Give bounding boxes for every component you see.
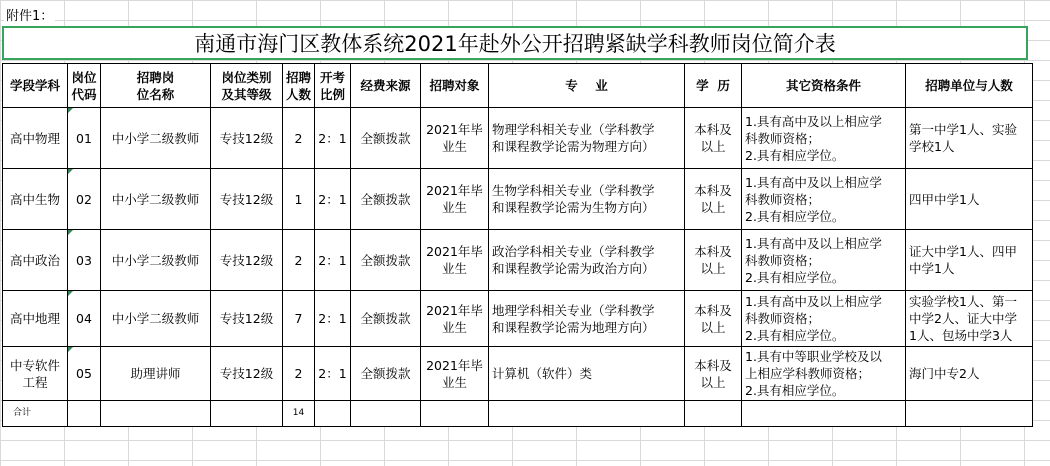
cell-ratio[interactable]: 2：1 (315, 169, 351, 230)
cell-post-type[interactable]: 专技12级 (211, 230, 283, 291)
header-ratio[interactable]: 开考 比例 (315, 64, 351, 108)
cell-post-name[interactable]: 中小学二级教师 (101, 169, 211, 230)
empty-cell[interactable] (489, 401, 685, 427)
cell-education[interactable]: 本科及 以上 (685, 291, 742, 347)
header-post-type[interactable]: 岗位类别 及其等级 (211, 64, 283, 108)
cell-target[interactable]: 2021年毕 业生 (421, 347, 489, 401)
cell-units[interactable]: 证大中学1人、四甲 中学1人 (906, 230, 1033, 291)
header-count[interactable]: 招聘 人数 (283, 64, 315, 108)
empty-cell[interactable] (742, 401, 906, 427)
cell-post-type[interactable]: 专技12级 (211, 169, 283, 230)
positions-table (2, 63, 1033, 427)
table-row (3, 230, 1033, 291)
cell-ratio[interactable]: 2：1 (315, 347, 351, 401)
empty-cell[interactable] (101, 401, 211, 427)
cell-major[interactable]: 地理学科相关专业（学科教学 和课程教学论需为地理方向） (489, 291, 685, 347)
cell-code[interactable]: 04 (68, 291, 101, 347)
cell-major[interactable]: 物理学科相关专业（学科教学 和课程教学论需为物理方向） (489, 108, 685, 169)
cell-units[interactable]: 四甲中学1人 (906, 169, 1033, 230)
cell-education[interactable]: 本科及 以上 (685, 169, 742, 230)
header-units[interactable]: 招聘单位与人数 (906, 64, 1033, 108)
cell-ratio[interactable]: 2：1 (315, 291, 351, 347)
cell-other[interactable]: 1.具有高中及以上相应学 科教师资格； 2.具有相应学位。 (742, 230, 906, 291)
cell-funding[interactable]: 全额拨款 (351, 347, 421, 401)
cell-major[interactable]: 生物学科相关专业（学科教学 和课程教学论需为生物方向） (489, 169, 685, 230)
cell-code[interactable]: 01 (68, 108, 101, 169)
table-row (3, 347, 1033, 401)
cell-units[interactable]: 海门中专2人 (906, 347, 1033, 401)
cell-count[interactable]: 7 (283, 291, 315, 347)
empty-cell[interactable] (315, 401, 351, 427)
cell-education[interactable]: 本科及 以上 (685, 108, 742, 169)
empty-cell[interactable] (906, 401, 1033, 427)
header-major[interactable]: 专 业 (489, 64, 685, 108)
table-row (3, 108, 1033, 169)
header-other[interactable]: 其它资格条件 (742, 64, 906, 108)
table-row (3, 169, 1033, 230)
cell-post-type[interactable]: 专技12级 (211, 347, 283, 401)
cell-subject[interactable]: 高中生物 (3, 169, 68, 230)
cell-education[interactable]: 本科及 以上 (685, 230, 742, 291)
cell-other[interactable]: 1.具有高中及以上相应学 科教师资格； 2.具有相应学位。 (742, 169, 906, 230)
cell-subject[interactable]: 高中政治 (3, 230, 68, 291)
empty-cell[interactable] (68, 401, 101, 427)
cell-funding[interactable]: 全额拨款 (351, 291, 421, 347)
header-code[interactable]: 岗位 代码 (68, 64, 101, 108)
cell-code[interactable]: 05 (68, 347, 101, 401)
cell-ratio[interactable]: 2：1 (315, 230, 351, 291)
cell-post-type[interactable]: 专技12级 (211, 108, 283, 169)
cell-funding[interactable]: 全额拨款 (351, 169, 421, 230)
empty-cell[interactable] (421, 401, 489, 427)
cell-major[interactable]: 政治学科相关专业（学科教学 和课程教学论需为政治方向） (489, 230, 685, 291)
cell-target[interactable]: 2021年毕 业生 (421, 291, 489, 347)
cell-funding[interactable]: 全额拨款 (351, 108, 421, 169)
cell-units[interactable]: 第一中学1人、实验 学校1人 (906, 108, 1033, 169)
empty-cell[interactable] (211, 401, 283, 427)
cell-funding[interactable]: 全额拨款 (351, 230, 421, 291)
empty-cell[interactable] (351, 401, 421, 427)
cell-count[interactable]: 2 (283, 347, 315, 401)
cell-count[interactable]: 2 (283, 108, 315, 169)
cell-target[interactable]: 2021年毕 业生 (421, 108, 489, 169)
cell-ratio[interactable]: 2：1 (315, 108, 351, 169)
cell-major[interactable]: 计算机（软件）类 (489, 347, 685, 401)
empty-cell[interactable] (685, 401, 742, 427)
cell-count[interactable]: 2 (283, 230, 315, 291)
cell-count[interactable]: 1 (283, 169, 315, 230)
cell-other[interactable]: 1.具有中等职业学校及以 上相应学科教师资格； 2.具有相应学位。 (742, 347, 906, 401)
cell-other[interactable]: 1.具有高中及以上相应学 科教师资格； 2.具有相应学位。 (742, 291, 906, 347)
page-title-text: 南通市海门区教体系统2021年赴外公开招聘紧缺学科教师岗位简介表 (194, 32, 836, 56)
header-funding[interactable]: 经费来源 (351, 64, 421, 108)
cell-post-name[interactable]: 中小学二级教师 (101, 230, 211, 291)
cell-post-type[interactable]: 专技12级 (211, 291, 283, 347)
cell-code[interactable]: 02 (68, 169, 101, 230)
header-subject[interactable]: 学段学科 (3, 64, 68, 108)
cell-target[interactable]: 2021年毕 业生 (421, 169, 489, 230)
cell-subject[interactable]: 中专软件 工程 (3, 347, 68, 401)
cell-post-name[interactable]: 助理讲师 (101, 347, 211, 401)
cell-subject[interactable]: 高中物理 (3, 108, 68, 169)
header-education[interactable]: 学 历 (685, 64, 742, 108)
header-post-name[interactable]: 招聘岗 位名称 (101, 64, 211, 108)
total-count[interactable]: 14 (283, 401, 315, 427)
table-header-row (3, 64, 1033, 108)
cell-code[interactable]: 03 (68, 230, 101, 291)
table-row (3, 291, 1033, 347)
cell-units[interactable]: 实验学校1人、第一 中学2人、证大中学 1人、包场中学3人 (906, 291, 1033, 347)
page-title[interactable] (2, 26, 1028, 60)
cell-other[interactable]: 1.具有高中及以上相应学 科教师资格； 2.具有相应学位。 (742, 108, 906, 169)
cell-subject[interactable]: 高中地理 (3, 291, 68, 347)
cell-education[interactable]: 本科及 以上 (685, 347, 742, 401)
total-label[interactable]: 合计 (3, 401, 68, 427)
annex-label: 附件1： (4, 5, 55, 24)
header-target[interactable]: 招聘对象 (421, 64, 489, 108)
cell-post-name[interactable]: 中小学二级教师 (101, 108, 211, 169)
cell-post-name[interactable]: 中小学二级教师 (101, 291, 211, 347)
total-row (3, 401, 1033, 427)
cell-target[interactable]: 2021年毕 业生 (421, 230, 489, 291)
